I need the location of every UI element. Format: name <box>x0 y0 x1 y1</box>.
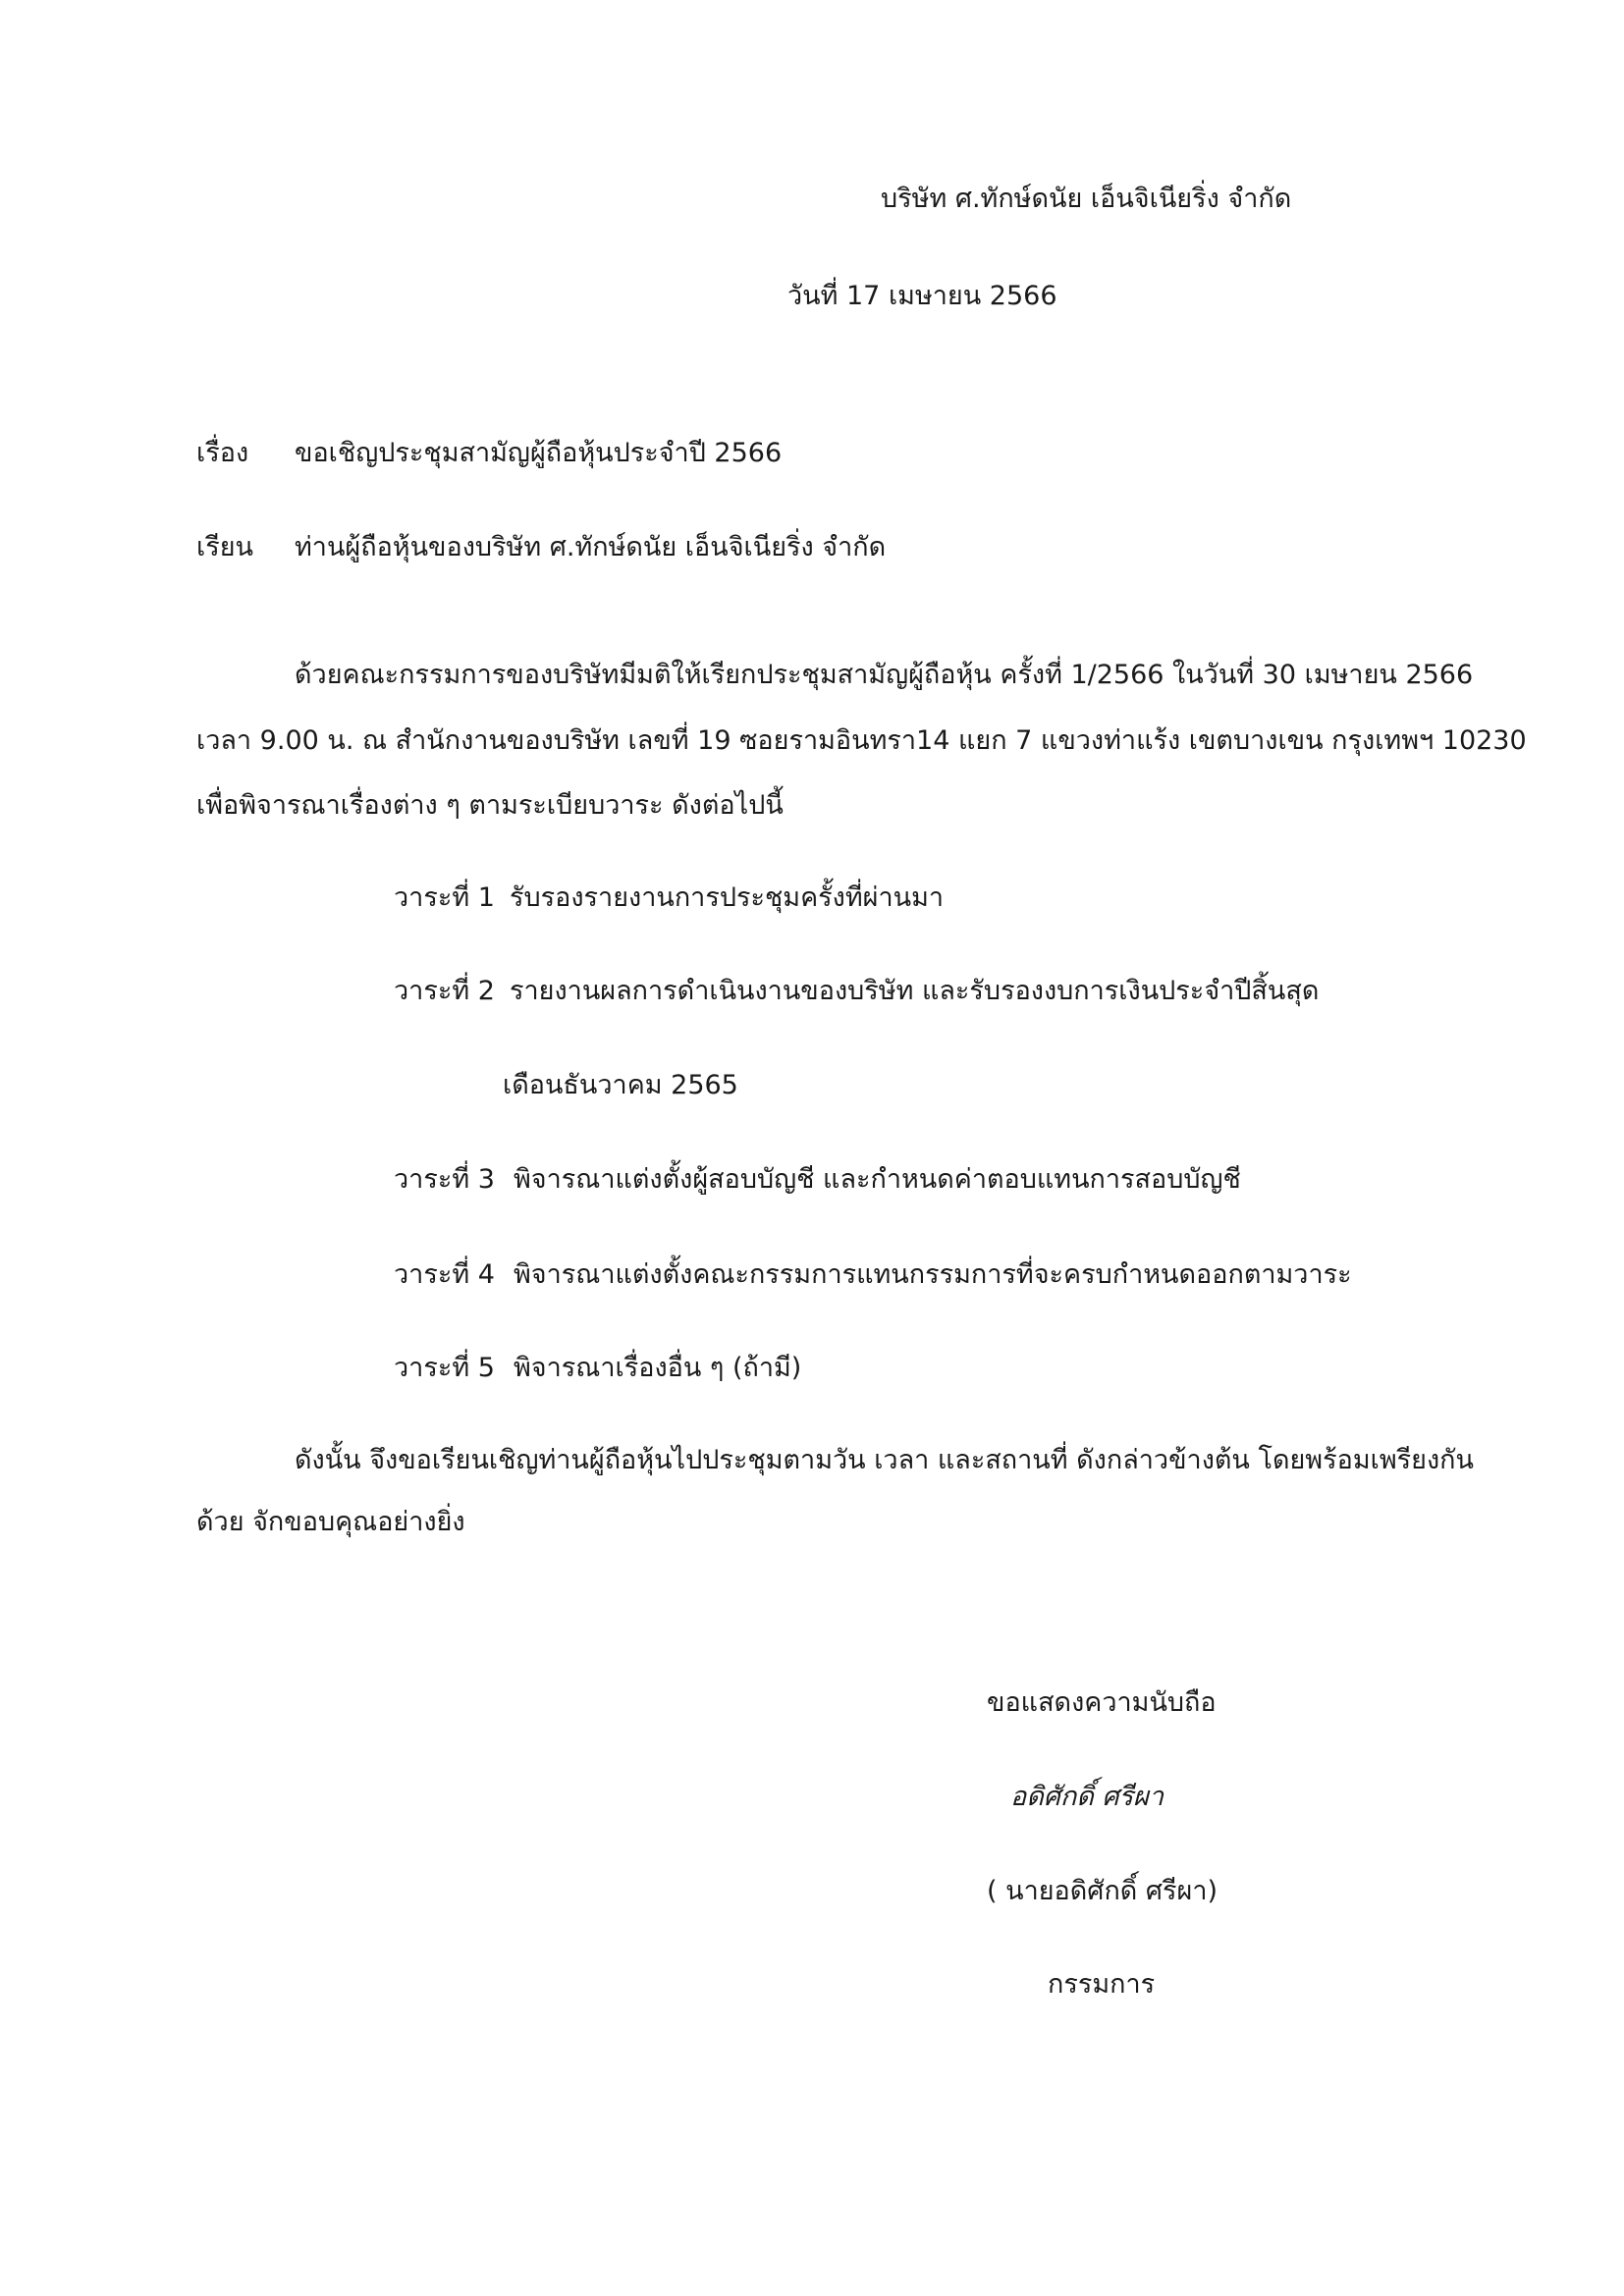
agenda-item-1-number: วาระที่ 1 <box>394 882 495 913</box>
closing-phrase: ขอแสดงความนับถือ <box>987 1687 1217 1718</box>
recipient-label: เรียน <box>196 532 254 562</box>
body-para1-line2: เวลา 9.00 น. ณ สำนักงานของบริษัท เลขที่ 19 ซอยรามอินทรา14 แยก 7 แขวงท่าแร้ง เขตบางเขน กรุงเทพฯ 10230 <box>196 725 1527 756</box>
agenda-item-3-text: พิจารณาแต่งตั้งผู้สอบบัญชี และกำหนดค่าตอบแทนการสอบบัญชี <box>514 1164 1241 1195</box>
subject-text: ขอเชิญประชุมสามัญผู้ถือหุ้นประจำปี 2566 <box>295 438 783 468</box>
printed-name: ( นายอดิศักดิ์ ศรีผา) <box>987 1876 1218 1906</box>
body-para1-line1: ด้วยคณะกรรมการของบริษัทมีมติให้เรียกประชุมสามัญผู้ถือหุ้น ครั้งที่ 1/2566 ในวันที่ 30 เมษายน 2566 <box>295 660 1474 690</box>
agenda-item-3-number: วาระที่ 3 <box>394 1164 495 1195</box>
letter-date: วันที่ 17 เมษายน 2566 <box>787 281 1057 311</box>
body-para1-line3: เพื่อพิจารณาเรื่องต่าง ๆ ตามระเบียบวาระ ดังต่อไปนี้ <box>196 790 784 821</box>
agenda-item-2-text: รายงานผลการดำเนินงานของบริษัท และรับรองงบการเงินประจำปีสิ้นสุด <box>510 976 1320 1006</box>
agenda-item-5-text: พิจารณาเรื่องอื่น ๆ (ถ้ามี) <box>514 1353 802 1383</box>
agenda-item-2-number: วาระที่ 2 <box>394 976 495 1006</box>
agenda-item-4-number: วาระที่ 4 <box>394 1259 495 1290</box>
signer-position: กรรมการ <box>1048 1969 1156 2000</box>
company-name: บริษัท ศ.ทักษ์ดนัย เอ็นจิเนียริ่ง จำกัด <box>881 184 1292 214</box>
agenda-item-1-text: รับรองรายงานการประชุมครั้งที่ผ่านมา <box>510 882 945 913</box>
subject-label: เรื่อง <box>196 438 249 468</box>
agenda-item-2-continuation: เดือนธันวาคม 2565 <box>503 1070 738 1100</box>
body-para2-line1: ดังนั้น จึงขอเรียนเชิญท่านผู้ถือหุ้นไปประชุมตามวัน เวลา และสถานที่ ดังกล่าวข้างต้น โดยพร้อมเพรียงกัน <box>295 1445 1474 1475</box>
agenda-item-4-text: พิจารณาแต่งตั้งคณะกรรมการแทนกรรมการที่จะครบกำหนดออกตามวาระ <box>514 1259 1352 1290</box>
agenda-item-5-number: วาระที่ 5 <box>394 1353 495 1383</box>
signature-name: อดิศักดิ์ ศรีผา <box>1010 1782 1164 1812</box>
recipient-text: ท่านผู้ถือหุ้นของบริษัท ศ.ทักษ์ดนัย เอ็นจิเนียริ่ง จำกัด <box>295 532 887 562</box>
body-para2-line2: ด้วย จักขอบคุณอย่างยิ่ง <box>196 1507 465 1537</box>
